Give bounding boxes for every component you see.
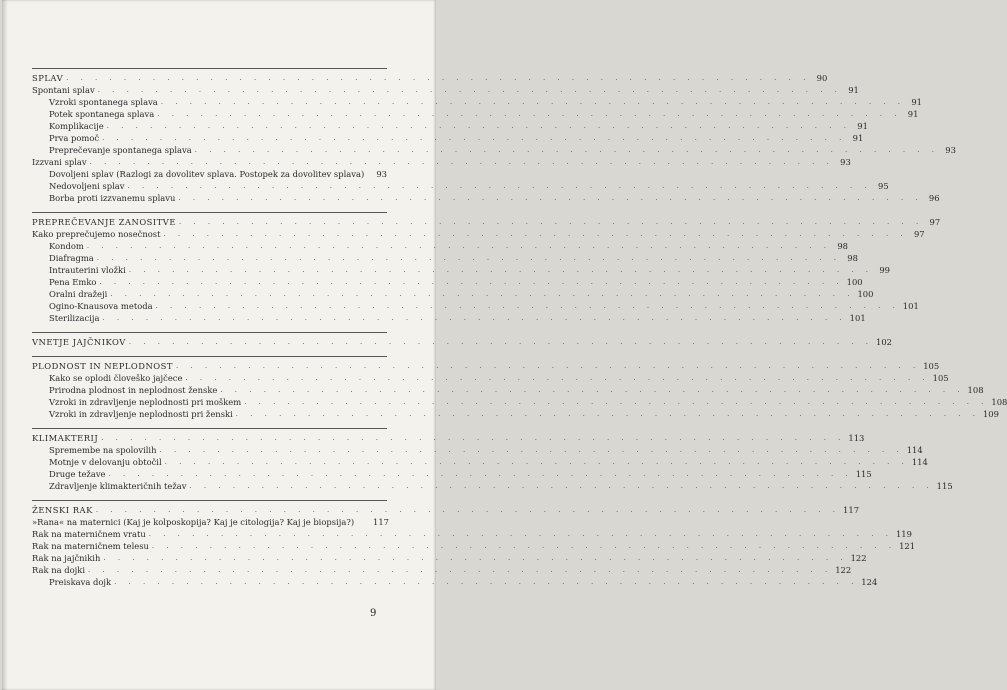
- toc-entry-label: Oralni dražeji: [49, 289, 108, 299]
- toc-section: [32, 212, 941, 324]
- toc-entry: [32, 468, 872, 480]
- dot-leader: [156, 300, 900, 312]
- toc-entry-page: 117: [373, 517, 389, 527]
- toc-entry: [32, 300, 919, 312]
- spine-shadow: [2, 0, 8, 690]
- dot-leader: [244, 396, 988, 408]
- toc-entry: [32, 504, 860, 516]
- dot-leader: [185, 372, 929, 384]
- toc-entry-page: 121: [899, 541, 916, 551]
- toc-entry: [32, 528, 912, 540]
- toc-entry-page: 91: [911, 97, 922, 107]
- toc-entry-label: Motnje v delovanju obtočil: [49, 457, 162, 467]
- toc-entry: [32, 564, 852, 576]
- toc-entry-label: SPLAV: [32, 73, 64, 83]
- toc-entry-label: Potek spontanega splava: [49, 109, 155, 119]
- dot-leader: [179, 216, 923, 228]
- toc-entry: [32, 540, 916, 552]
- toc-entry: [32, 132, 864, 144]
- toc-entry-page: 117: [843, 505, 860, 515]
- page-number: 9: [370, 608, 377, 619]
- toc-entry-page: 90: [816, 73, 828, 83]
- toc-entry: [32, 108, 919, 120]
- dot-leader: [97, 252, 841, 264]
- dot-leader: [128, 180, 872, 192]
- toc-section: [32, 428, 953, 492]
- toc-entry-label: Vzroki in zdravljenje neplodnosti pri moškem: [49, 397, 242, 407]
- toc-entry-label: Preiskava dojk: [49, 577, 112, 587]
- toc-entry: [32, 552, 867, 564]
- toc-entry-page: 100: [846, 277, 863, 287]
- toc-entry-page: 95: [878, 181, 889, 191]
- toc-entry-page: 91: [848, 85, 859, 95]
- toc-entry: [32, 156, 851, 168]
- dot-leader: [90, 156, 834, 168]
- toc-entry-label: »Rana« na maternici (Kaj je kolposkopija? Kaj je citologija? Kaj je biopsija?): [32, 517, 355, 527]
- toc-entry-page: 114: [906, 445, 923, 455]
- toc-entry-label: Intrauterini vložki: [49, 265, 126, 275]
- toc-entry: [32, 408, 999, 420]
- toc-section: [32, 68, 956, 204]
- toc-entry: [32, 180, 889, 192]
- toc-entry-page: 119: [895, 529, 912, 539]
- toc-entry-page: 91: [857, 121, 868, 131]
- toc-entry: [32, 144, 956, 156]
- dot-leader: [160, 444, 904, 456]
- toc-entry: [32, 396, 1007, 408]
- dot-leader: [189, 480, 933, 492]
- toc-entry-page: 108: [991, 397, 1007, 407]
- toc-entry-label: Vzroki in zdravljenje neplodnosti pri ženski: [49, 409, 233, 419]
- dot-leader: [98, 84, 842, 96]
- toc-entry-label: Zdravljenje klimakteričnih težav: [49, 481, 187, 491]
- toc-entry: [32, 120, 868, 132]
- toc-entry-label: Nedovoljeni splav: [49, 181, 125, 191]
- toc-entry-label: Kako se oplodi človeško jajčece: [49, 373, 183, 383]
- toc-entry-label: Spontani splav: [32, 85, 95, 95]
- toc-entry-label: Komplikacije: [49, 121, 104, 131]
- toc-entry-label: Kako preprečujemo nosečnost: [32, 229, 161, 239]
- toc-entry-label: Rak na dojki: [32, 565, 86, 575]
- toc-entry-label: VNETJE JAJČNIKOV: [32, 337, 126, 347]
- toc-entry-page: 99: [879, 265, 891, 275]
- toc-entry: [32, 72, 828, 84]
- dot-leader: [87, 240, 831, 252]
- toc-entry: [32, 456, 928, 468]
- toc-entry-label: Vzroki spontanega splava: [49, 97, 158, 107]
- toc-entry-label: Sterilizacija: [49, 313, 100, 323]
- toc-entry-label: PLODNOST IN NEPLODNOST: [32, 361, 173, 371]
- table-of-contents: [32, 68, 1007, 596]
- dot-leader: [102, 312, 846, 324]
- toc-section: [32, 500, 916, 588]
- toc-entry: [32, 516, 387, 528]
- toc-entry-page: 91: [852, 133, 864, 143]
- toc-entry: [32, 384, 984, 396]
- toc-entry-page: 93: [840, 157, 851, 167]
- toc-entry-label: Prva pomoč: [49, 133, 100, 143]
- toc-entry-label: Druge težave: [49, 469, 106, 479]
- toc-entry: [32, 228, 925, 240]
- toc-entry-page: 98: [847, 253, 858, 263]
- toc-entry-page: 114: [911, 457, 928, 467]
- dot-leader: [161, 96, 905, 108]
- toc-entry: [32, 432, 865, 444]
- toc-entry: [32, 216, 941, 228]
- toc-entry-page: 109: [982, 409, 999, 419]
- toc-entry-label: Diafragma: [49, 253, 94, 263]
- dot-leader: [195, 144, 939, 156]
- toc-entry-page: 98: [837, 241, 848, 251]
- toc-entry-label: ŽENSKI RAK: [32, 505, 93, 515]
- toc-entry-label: Spremembe na spolovilih: [49, 445, 157, 455]
- toc-entry-page: 122: [835, 565, 852, 575]
- toc-entry: [32, 576, 878, 588]
- toc-entry-label: Dovoljeni splav (Razlogi za dovolitev splava. Postopek za dovolitev splava): [49, 169, 365, 179]
- toc-entry-page: 115: [855, 469, 872, 479]
- toc-section: [32, 332, 893, 348]
- toc-entry-page: 105: [932, 373, 949, 383]
- dot-leader: [101, 432, 845, 444]
- dot-leader: [149, 528, 893, 540]
- toc-entry-page: 101: [902, 301, 919, 311]
- toc-entry-label: Ogino-Knausova metoda: [49, 301, 153, 311]
- toc-entry: [32, 372, 949, 384]
- dot-leader: [103, 552, 847, 564]
- dot-leader: [129, 264, 873, 276]
- toc-entry-page: 115: [936, 481, 953, 491]
- toc-entry: [32, 240, 848, 252]
- dot-leader: [152, 540, 896, 552]
- dot-leader: [114, 576, 858, 588]
- dot-leader: [129, 336, 873, 348]
- dot-leader: [96, 504, 840, 516]
- toc-entry-page: 96: [928, 193, 940, 203]
- toc-entry-page: 91: [907, 109, 919, 119]
- toc-entry: [32, 264, 891, 276]
- toc-entry: [32, 168, 387, 180]
- dot-leader: [178, 192, 922, 204]
- dot-leader: [99, 276, 843, 288]
- toc-entry-page: 122: [850, 553, 867, 563]
- dot-leader: [66, 72, 810, 84]
- toc-entry: [32, 444, 923, 456]
- toc-entry-page: 102: [876, 337, 893, 347]
- toc-entry: [32, 312, 866, 324]
- book-page: [2, 0, 1007, 690]
- toc-entry-page: 124: [861, 577, 878, 587]
- dot-leader: [110, 288, 854, 300]
- dot-leader: [102, 132, 846, 144]
- dot-leader: [107, 120, 851, 132]
- toc-entry-page: 97: [913, 229, 925, 239]
- toc-entry-label: PREPREČEVANJE ZANOSITVE: [32, 217, 176, 227]
- toc-entry-page: 105: [923, 361, 940, 371]
- dot-leader: [157, 108, 901, 120]
- toc-entry: [32, 96, 922, 108]
- dot-leader: [163, 228, 907, 240]
- dot-leader: [236, 408, 980, 420]
- toc-entry-page: 93: [376, 169, 387, 179]
- toc-entry: [32, 252, 858, 264]
- toc-entry-page: 100: [857, 289, 874, 299]
- toc-entry-label: Borba proti izzvanemu splavu: [49, 193, 176, 203]
- toc-entry-page: 93: [945, 145, 956, 155]
- toc-section: [32, 356, 1007, 420]
- toc-entry-label: Rak na materničnem vratu: [32, 529, 146, 539]
- dot-leader: [176, 360, 920, 372]
- toc-entry-label: Rak na materničnem telesu: [32, 541, 149, 551]
- toc-entry: [32, 360, 940, 372]
- toc-entry-page: 101: [849, 313, 866, 323]
- dot-leader: [220, 384, 964, 396]
- dot-leader: [109, 468, 853, 480]
- toc-entry: [32, 480, 953, 492]
- toc-entry-page: 113: [848, 433, 865, 443]
- toc-entry-label: Kondom: [49, 241, 84, 251]
- dot-leader: [88, 564, 832, 576]
- toc-entry-label: Prirodna plodnost in neplodnost ženske: [49, 385, 218, 395]
- toc-entry-page: 97: [929, 217, 941, 227]
- toc-entry-label: Preprečevanje spontanega splava: [49, 145, 192, 155]
- toc-entry-label: Rak na jajčnikih: [32, 553, 101, 563]
- toc-entry: [32, 288, 874, 300]
- toc-entry: [32, 276, 863, 288]
- toc-entry-label: Pena Emko: [49, 277, 97, 287]
- toc-entry: [32, 84, 859, 96]
- toc-entry: [32, 336, 893, 348]
- toc-entry-page: 108: [967, 385, 984, 395]
- toc-entry-label: Izzvani splav: [32, 157, 87, 167]
- dot-leader: [165, 456, 909, 468]
- toc-entry-label: KLIMAKTERIJ: [32, 433, 99, 443]
- toc-entry: [32, 192, 940, 204]
